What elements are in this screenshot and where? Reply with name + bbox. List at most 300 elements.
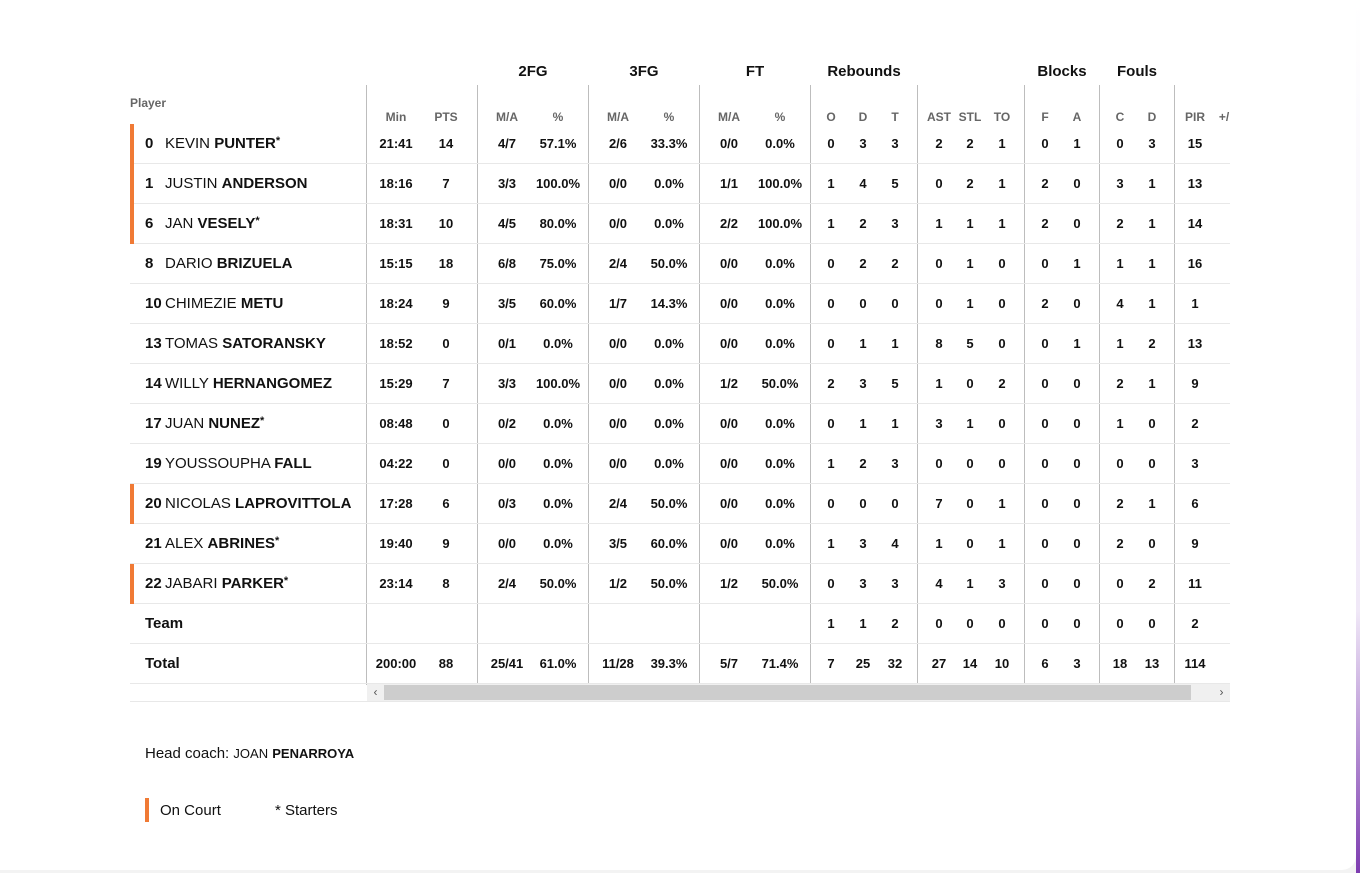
stat-to: 1 <box>998 136 1006 151</box>
stat-ast: 1 <box>935 376 943 391</box>
stat-ast: 0 <box>935 456 943 471</box>
player-number: 0 <box>145 135 154 152</box>
stat-ft-pct: 50.0% <box>761 576 799 591</box>
player-last-name: BRIZUELA <box>216 255 293 272</box>
stat-d: 3 <box>859 576 867 591</box>
stat-t: 5 <box>891 376 899 391</box>
stat-ft-ma: 0/0 <box>719 456 739 471</box>
team-row-label: Team <box>145 615 184 632</box>
stat-fg3-pct: 0.0% <box>654 456 684 471</box>
player-last-name: METU <box>240 295 284 312</box>
column-header-ast[interactable]: AST <box>927 110 951 124</box>
stat-ft-ma: 0/0 <box>719 256 739 271</box>
table-bottom-border <box>130 701 1230 702</box>
stat-fg3-pct: 0.0% <box>654 376 684 391</box>
stat-to: 10 <box>994 656 1010 671</box>
player-row[interactable] <box>130 324 1230 364</box>
stat-bf: 2 <box>1041 296 1049 311</box>
stat-stl: 2 <box>966 176 974 191</box>
player-first-name: KEVIN <box>165 135 211 152</box>
player-last-name: PUNTER <box>214 135 276 152</box>
stat-fg3-pct: 50.0% <box>650 496 688 511</box>
head-coach-first-name: JOAN <box>233 746 269 761</box>
stat-stl: 0 <box>966 616 974 631</box>
head-coach-label: Head coach: <box>145 745 230 762</box>
stat-fg2-ma: 25/41 <box>490 656 524 671</box>
player-name[interactable] <box>145 455 312 472</box>
stat-ba: 1 <box>1073 256 1081 271</box>
stat-d: 2 <box>859 456 867 471</box>
stat-o: 0 <box>827 576 835 591</box>
stat-min: 08:48 <box>379 416 413 431</box>
stat-bf: 0 <box>1041 496 1049 511</box>
stat-o: 2 <box>827 376 835 391</box>
stat-min: 21:41 <box>379 136 413 151</box>
player-name[interactable] <box>145 215 260 232</box>
stat-bf: 0 <box>1041 576 1049 591</box>
stat-fc: 1 <box>1116 336 1124 351</box>
player-first-name: NICOLAS <box>165 495 231 512</box>
stat-ast: 0 <box>935 296 943 311</box>
stat-ba: 0 <box>1073 296 1081 311</box>
stat-fg3-pct: 50.0% <box>650 256 688 271</box>
stat-ft-pct: 0.0% <box>765 336 795 351</box>
player-name[interactable] <box>145 495 351 512</box>
stat-fg3-pct: 0.0% <box>654 416 684 431</box>
column-header-ft-ma[interactable]: M/A <box>718 110 740 124</box>
player-last-name: ANDERSON <box>221 175 308 192</box>
player-row[interactable] <box>130 364 1230 404</box>
player-first-name: JAN <box>165 215 194 232</box>
stat-pts: 7 <box>442 376 450 391</box>
stat-fc: 4 <box>1116 296 1124 311</box>
stat-ft-ma: 5/7 <box>719 656 739 671</box>
stat-ast: 0 <box>935 616 943 631</box>
player-name[interactable] <box>145 255 293 272</box>
stat-fc: 3 <box>1116 176 1124 191</box>
stat-bf: 0 <box>1041 136 1049 151</box>
player-name[interactable] <box>145 175 308 192</box>
player-row[interactable] <box>130 124 1230 164</box>
stat-fg3-ma: 0/0 <box>608 216 628 231</box>
stat-to: 1 <box>998 216 1006 231</box>
stat-fc: 2 <box>1116 376 1124 391</box>
stat-ba: 0 <box>1073 416 1081 431</box>
stat-fg2-pct: 60.0% <box>539 296 577 311</box>
stat-fg2-pct: 80.0% <box>539 216 577 231</box>
stat-stl: 1 <box>966 256 974 271</box>
horizontal-scrollbar[interactable] <box>367 684 1230 701</box>
player-name[interactable] <box>145 415 264 432</box>
player-number: 20 <box>145 495 162 512</box>
stat-pir: 2 <box>1191 416 1199 431</box>
stat-pts: 0 <box>442 336 450 351</box>
column-header-fc[interactable]: C <box>1115 110 1125 124</box>
column-header-fg2-ma[interactable]: M/A <box>496 110 518 124</box>
stat-ast: 4 <box>935 576 943 591</box>
stat-pts: 6 <box>442 496 450 511</box>
player-number: 19 <box>145 455 162 472</box>
stat-fg2-ma: 4/7 <box>497 136 517 151</box>
stat-min: 200:00 <box>375 656 417 671</box>
stat-fg2-pct: 75.0% <box>539 256 577 271</box>
starter-marker: * <box>260 415 265 427</box>
starters-legend-label: * Starters <box>275 802 338 819</box>
stat-t: 2 <box>891 256 899 271</box>
column-header-min[interactable]: Min <box>385 110 407 124</box>
stat-fd: 2 <box>1148 576 1156 591</box>
stat-pir: 6 <box>1191 496 1199 511</box>
stat-to: 1 <box>998 536 1006 551</box>
stat-stl: 1 <box>966 216 974 231</box>
group-header-blocks: Blocks <box>1037 63 1087 80</box>
stat-d: 3 <box>859 136 867 151</box>
player-number: 17 <box>145 415 162 432</box>
head-coach <box>145 745 354 762</box>
stat-stl: 0 <box>966 376 974 391</box>
stat-fd: 1 <box>1148 496 1156 511</box>
stat-fc: 0 <box>1116 616 1124 631</box>
player-number: 10 <box>145 295 162 312</box>
player-first-name: DARIO <box>165 255 213 272</box>
stat-stl: 0 <box>966 456 974 471</box>
player-last-name: FALL <box>274 455 312 472</box>
player-name[interactable] <box>145 335 326 352</box>
stat-ft-pct: 0.0% <box>765 296 795 311</box>
stat-fg3-pct: 33.3% <box>650 136 688 151</box>
column-header-to[interactable]: TO <box>993 110 1011 124</box>
stat-d: 2 <box>859 216 867 231</box>
player-number: 6 <box>145 215 154 232</box>
player-last-name: ABRINES <box>207 535 276 552</box>
column-header-player[interactable]: Player <box>130 96 167 110</box>
stat-fg3-pct: 0.0% <box>654 176 684 191</box>
scroll-right-icon[interactable]: › <box>1219 685 1224 699</box>
player-name[interactable] <box>145 295 283 312</box>
stat-to: 0 <box>998 416 1006 431</box>
stat-ft-ma: 0/0 <box>719 416 739 431</box>
stat-fg2-ma: 6/8 <box>497 256 517 271</box>
stat-fg2-pct: 0.0% <box>543 496 573 511</box>
stat-fd: 2 <box>1148 336 1156 351</box>
stat-pts: 9 <box>442 296 450 311</box>
stat-pir: 11 <box>1188 576 1202 591</box>
stat-ast: 3 <box>935 416 943 431</box>
stat-d: 25 <box>855 656 871 671</box>
stat-fd: 3 <box>1148 136 1156 151</box>
stat-min: 04:22 <box>379 456 413 471</box>
stat-t: 5 <box>891 176 899 191</box>
stat-ast: 1 <box>935 216 943 231</box>
stat-bf: 0 <box>1041 336 1049 351</box>
stat-min: 15:29 <box>379 376 413 391</box>
player-first-name: ALEX <box>165 535 204 552</box>
stat-ba: 3 <box>1073 656 1081 671</box>
player-row[interactable] <box>130 164 1230 204</box>
stat-fg2-pct: 100.0% <box>535 176 581 191</box>
column-header-pm[interactable]: +/ <box>1218 110 1230 124</box>
on-court-indicator <box>130 124 134 164</box>
player-row[interactable] <box>130 564 1230 604</box>
stat-ft-pct: 0.0% <box>765 456 795 471</box>
stat-t: 3 <box>891 216 899 231</box>
stat-fg2-ma: 0/0 <box>497 536 517 551</box>
column-header-pir[interactable]: PIR <box>1184 110 1205 124</box>
stat-pir: 9 <box>1191 536 1199 551</box>
stat-d: 2 <box>859 256 867 271</box>
stat-ft-ma: 1/1 <box>719 176 739 191</box>
stat-fg3-pct: 0.0% <box>654 336 684 351</box>
stat-ast: 0 <box>935 176 943 191</box>
stat-pts: 14 <box>438 136 454 151</box>
stat-bf: 0 <box>1041 536 1049 551</box>
player-first-name: JUSTIN <box>165 175 218 192</box>
stat-ft-ma: 0/0 <box>719 336 739 351</box>
stat-pts: 0 <box>442 456 450 471</box>
stat-fg3-ma: 11/28 <box>602 656 634 671</box>
stat-pir: 15 <box>1187 136 1203 151</box>
stat-fc: 0 <box>1116 576 1124 591</box>
player-number: 8 <box>145 255 154 272</box>
stat-fc: 1 <box>1116 416 1124 431</box>
column-header-ft-pct[interactable]: % <box>774 110 786 124</box>
stat-fg3-pct: 14.3% <box>650 296 688 311</box>
group-header-rebounds: Rebounds <box>827 63 901 80</box>
stat-fg2-pct: 50.0% <box>539 576 577 591</box>
stat-ba: 1 <box>1073 136 1081 151</box>
player-row[interactable] <box>130 204 1230 244</box>
stat-pir: 9 <box>1191 376 1199 391</box>
stat-pts: 8 <box>442 576 450 591</box>
player-first-name: TOMAS <box>165 335 219 352</box>
stat-ft-ma: 1/2 <box>719 576 739 591</box>
stat-bf: 0 <box>1041 456 1049 471</box>
stat-to: 0 <box>998 256 1006 271</box>
player-first-name: JUAN <box>165 415 205 432</box>
on-court-indicator <box>130 564 134 604</box>
column-header-fg2-pct[interactable]: % <box>552 110 564 124</box>
stat-fg2-ma: 3/3 <box>497 376 517 391</box>
stat-t: 2 <box>891 616 899 631</box>
stat-o: 1 <box>827 536 835 551</box>
stat-fd: 1 <box>1148 176 1156 191</box>
stat-pir: 14 <box>1187 216 1203 231</box>
stat-ba: 1 <box>1073 336 1081 351</box>
stat-ft-pct: 0.0% <box>765 416 795 431</box>
player-last-name: PARKER <box>221 575 284 592</box>
stat-ast: 0 <box>935 256 943 271</box>
on-court-indicator <box>130 484 134 524</box>
scroll-left-icon[interactable]: ‹ <box>373 685 378 699</box>
window-edge <box>1356 0 1360 873</box>
stat-fg3-pct: 0.0% <box>654 216 684 231</box>
stat-ast: 7 <box>935 496 943 511</box>
stat-ft-pct: 100.0% <box>757 216 803 231</box>
stat-pts: 10 <box>438 216 454 231</box>
stat-t: 1 <box>891 336 899 351</box>
player-last-name: NUNEZ <box>208 415 261 432</box>
stat-fd: 0 <box>1148 616 1156 631</box>
stat-o: 1 <box>827 216 835 231</box>
stat-pir: 114 <box>1184 656 1206 671</box>
on-court-legend-swatch <box>145 798 149 822</box>
column-header-fg3-ma[interactable]: M/A <box>607 110 629 124</box>
stat-fg3-ma: 0/0 <box>608 176 628 191</box>
stat-pir: 2 <box>1191 616 1199 631</box>
stat-pts: 7 <box>442 176 450 191</box>
stat-fg2-ma: 0/3 <box>497 496 517 511</box>
stat-t: 32 <box>887 656 903 671</box>
stat-ft-pct: 0.0% <box>765 136 795 151</box>
stat-d: 1 <box>859 416 867 431</box>
stat-ft-ma: 1/2 <box>719 376 739 391</box>
stat-fc: 2 <box>1116 536 1124 551</box>
stat-o: 1 <box>827 176 835 191</box>
total-row-label: Total <box>145 655 180 672</box>
stat-fg3-ma: 2/4 <box>608 256 628 271</box>
stat-fg2-pct: 61.0% <box>539 656 577 671</box>
stat-o: 0 <box>827 296 835 311</box>
stat-ba: 0 <box>1073 456 1081 471</box>
stat-o: 1 <box>827 456 835 471</box>
stat-to: 0 <box>998 296 1006 311</box>
group-header-2fg: 2FG <box>518 63 548 80</box>
stat-bf: 0 <box>1041 616 1049 631</box>
stat-fg3-ma: 0/0 <box>608 336 628 351</box>
stat-stl: 0 <box>966 496 974 511</box>
player-last-name: SATORANSKY <box>222 335 326 352</box>
player-number: 1 <box>145 175 154 192</box>
stat-fg2-ma: 0/2 <box>497 416 517 431</box>
player-number: 14 <box>145 375 162 392</box>
stat-t: 0 <box>891 296 899 311</box>
team-row <box>130 604 1230 644</box>
player-first-name: WILLY <box>165 375 209 392</box>
player-row[interactable] <box>130 404 1230 444</box>
stat-to: 1 <box>998 176 1006 191</box>
stat-stl: 1 <box>966 576 974 591</box>
group-header-3fg: 3FG <box>629 63 659 80</box>
stat-fg3-ma: 3/5 <box>608 536 628 551</box>
player-row[interactable] <box>130 524 1230 564</box>
on-court-indicator <box>130 164 134 204</box>
total-row <box>130 644 1230 684</box>
stat-pir: 1 <box>1191 296 1199 311</box>
stat-to: 3 <box>998 576 1006 591</box>
stat-fg3-ma: 2/6 <box>608 136 628 151</box>
stat-min: 17:28 <box>379 496 413 511</box>
column-header-fg3-pct[interactable]: % <box>663 110 675 124</box>
stat-fg2-ma: 4/5 <box>497 216 517 231</box>
stat-ft-pct: 0.0% <box>765 536 795 551</box>
stat-fd: 0 <box>1148 456 1156 471</box>
stat-ba: 0 <box>1073 376 1081 391</box>
player-first-name: YOUSSOUPHA <box>165 455 271 472</box>
player-name[interactable] <box>145 535 279 552</box>
group-header-fouls: Fouls <box>1117 63 1157 80</box>
player-row[interactable] <box>130 284 1230 324</box>
player-name[interactable] <box>145 135 280 152</box>
stat-fg2-pct: 0.0% <box>543 536 573 551</box>
stat-ft-pct: 0.0% <box>765 256 795 271</box>
column-header-ba[interactable]: A <box>1072 110 1082 124</box>
stat-fg2-ma: 0/1 <box>497 336 517 351</box>
stat-min: 23:14 <box>379 576 413 591</box>
stat-o: 0 <box>827 496 835 511</box>
stat-fg2-ma: 3/3 <box>497 176 517 191</box>
stat-o: 0 <box>827 256 835 271</box>
stat-fd: 0 <box>1148 536 1156 551</box>
stat-fg2-pct: 0.0% <box>543 416 573 431</box>
player-row[interactable] <box>130 484 1230 524</box>
player-last-name: HERNANGOMEZ <box>212 375 332 392</box>
stat-ft-ma: 2/2 <box>719 216 739 231</box>
stat-ft-ma: 0/0 <box>719 536 739 551</box>
column-header-stl[interactable]: STL <box>958 110 982 124</box>
scrollbar-thumb[interactable] <box>384 685 1191 700</box>
stat-to: 0 <box>998 336 1006 351</box>
stat-d: 1 <box>859 616 867 631</box>
stat-pts: 9 <box>442 536 450 551</box>
stat-fg3-pct: 50.0% <box>650 576 688 591</box>
stat-fg3-ma: 0/0 <box>608 376 628 391</box>
stat-to: 1 <box>998 496 1006 511</box>
stat-pir: 13 <box>1187 336 1203 351</box>
stat-pts: 18 <box>438 256 454 271</box>
stat-ba: 0 <box>1073 496 1081 511</box>
stat-to: 0 <box>998 456 1006 471</box>
stat-fd: 1 <box>1148 376 1156 391</box>
stat-fg3-ma: 1/2 <box>608 576 628 591</box>
stat-ft-ma: 0/0 <box>719 296 739 311</box>
column-header-t[interactable]: T <box>891 110 899 124</box>
stat-to: 2 <box>998 376 1006 391</box>
stat-fg2-pct: 100.0% <box>535 376 581 391</box>
column-header-o[interactable]: O <box>826 110 836 124</box>
stat-fc: 2 <box>1116 216 1124 231</box>
starter-marker: * <box>283 575 289 587</box>
stat-bf: 0 <box>1041 256 1049 271</box>
column-header-bf[interactable]: F <box>1041 110 1049 124</box>
stat-fc: 18 <box>1112 656 1128 671</box>
player-name[interactable] <box>145 375 332 392</box>
stat-o: 0 <box>827 336 835 351</box>
stat-o: 0 <box>827 136 835 151</box>
column-header-pts[interactable]: PTS <box>434 110 458 124</box>
player-last-name: LAPROVITTOLA <box>235 495 352 512</box>
column-header-fd[interactable]: D <box>1147 110 1157 124</box>
player-name[interactable] <box>145 575 288 592</box>
stat-pts: 0 <box>442 416 450 431</box>
stat-ba: 0 <box>1073 536 1081 551</box>
player-row[interactable] <box>130 244 1230 284</box>
stat-min: 15:15 <box>379 256 413 271</box>
stat-d: 0 <box>859 496 867 511</box>
player-row[interactable] <box>130 444 1230 484</box>
stat-min: 19:40 <box>379 536 413 551</box>
stat-fg2-ma: 3/5 <box>497 296 517 311</box>
stat-t: 3 <box>891 136 899 151</box>
stat-fc: 1 <box>1116 256 1124 271</box>
stat-bf: 2 <box>1041 176 1049 191</box>
stat-stl: 2 <box>966 136 974 151</box>
column-header-d[interactable]: D <box>858 110 868 124</box>
group-header-ft: FT <box>745 63 765 80</box>
stat-pir: 3 <box>1191 456 1199 471</box>
stat-o: 7 <box>827 656 835 671</box>
stat-pts: 88 <box>438 656 454 671</box>
stat-d: 0 <box>859 296 867 311</box>
